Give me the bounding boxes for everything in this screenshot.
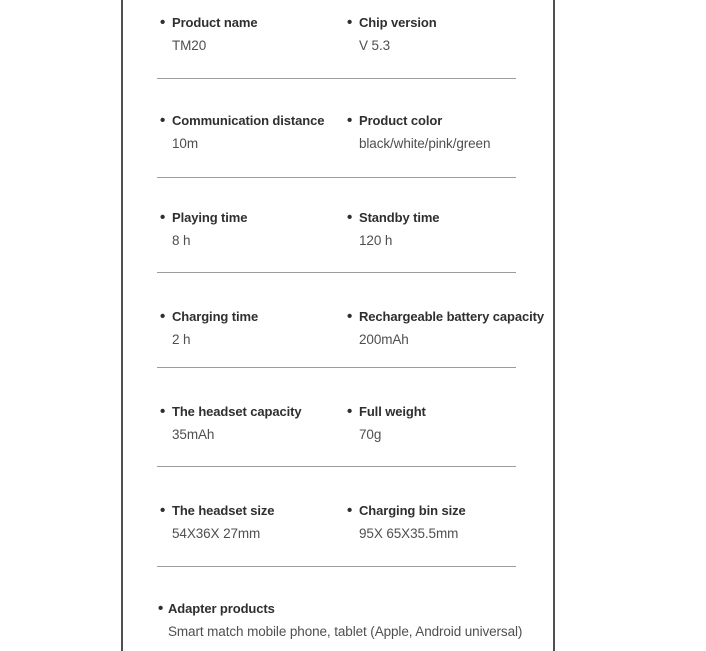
bullet-icon: • bbox=[347, 112, 353, 129]
spec-item-charging-bin-size bbox=[347, 501, 466, 544]
spec-label-product-color: Product color bbox=[359, 113, 443, 128]
bullet-icon: • bbox=[347, 502, 353, 519]
spec-item-product-color bbox=[347, 111, 490, 154]
spec-item-communication-distance bbox=[160, 111, 324, 154]
spec-value-headset-size: 54X36X 27mm bbox=[172, 526, 261, 541]
bullet-icon: • bbox=[160, 112, 166, 129]
bullet-icon: • bbox=[160, 14, 166, 31]
bullet-icon: • bbox=[160, 308, 166, 325]
spec-value-playing-time: 8 h bbox=[172, 233, 191, 248]
spec-row-headsetsize-binsize bbox=[0, 501, 706, 561]
spec-item-playing-time bbox=[160, 208, 247, 251]
spec-item-standby-time bbox=[347, 208, 439, 251]
spec-row-adapter-products bbox=[0, 599, 706, 651]
bullet-icon: • bbox=[158, 600, 164, 617]
row-divider bbox=[157, 272, 516, 273]
spec-label-standby-time: Standby time bbox=[359, 210, 440, 225]
bullet-icon: • bbox=[160, 502, 166, 519]
spec-item-headset-size bbox=[160, 501, 274, 544]
row-divider bbox=[157, 566, 516, 567]
row-divider bbox=[157, 367, 516, 368]
spec-label-battery-capacity: Rechargeable battery capacity bbox=[359, 309, 544, 324]
spec-row-playing-standby bbox=[0, 208, 706, 268]
spec-label-headset-size: The headset size bbox=[172, 503, 275, 518]
spec-row-charging-battery bbox=[0, 307, 706, 367]
spec-value-charging-bin-size: 95X 65X35.5mm bbox=[359, 526, 459, 541]
spec-value-charging-time: 2 h bbox=[172, 332, 191, 347]
spec-item-battery-capacity bbox=[347, 307, 544, 350]
spec-label-charging-time: Charging time bbox=[172, 309, 259, 324]
spec-row-headsetcapacity-weight bbox=[0, 402, 706, 462]
spec-label-communication-distance: Communication distance bbox=[172, 113, 325, 128]
spec-item-full-weight bbox=[347, 402, 426, 445]
spec-value-full-weight: 70g bbox=[359, 427, 382, 442]
spec-value-adapter-products: Smart match mobile phone, tablet (Apple, Android universal) bbox=[168, 624, 523, 639]
bullet-icon: • bbox=[347, 308, 353, 325]
spec-row-product-chip bbox=[0, 13, 706, 73]
row-divider bbox=[157, 78, 516, 79]
spec-value-communication-distance: 10m bbox=[172, 136, 198, 151]
bullet-icon: • bbox=[347, 209, 353, 226]
spec-label-product-name: Product name bbox=[172, 15, 258, 30]
spec-item-headset-capacity bbox=[160, 402, 302, 445]
spec-label-full-weight: Full weight bbox=[359, 404, 426, 419]
spec-item-chip-version bbox=[347, 13, 437, 56]
spec-row-distance-color bbox=[0, 111, 706, 171]
bullet-icon: • bbox=[160, 209, 166, 226]
spec-value-product-name: TM20 bbox=[172, 38, 207, 53]
spec-value-headset-capacity: 35mAh bbox=[172, 427, 215, 442]
spec-item-charging-time bbox=[160, 307, 258, 350]
spec-value-standby-time: 120 h bbox=[359, 233, 393, 248]
spec-item-adapter-products bbox=[158, 599, 522, 642]
row-divider bbox=[157, 466, 516, 467]
spec-label-chip-version: Chip version bbox=[359, 15, 437, 30]
bullet-icon: • bbox=[347, 403, 353, 420]
spec-item-product-name bbox=[160, 13, 257, 56]
spec-label-adapter-products: Adapter products bbox=[168, 601, 275, 616]
spec-value-battery-capacity: 200mAh bbox=[359, 332, 409, 347]
spec-label-headset-capacity: The headset capacity bbox=[172, 404, 302, 419]
bullet-icon: • bbox=[347, 14, 353, 31]
bullet-icon: • bbox=[160, 403, 166, 420]
row-divider bbox=[157, 177, 516, 178]
spec-value-chip-version: V 5.3 bbox=[359, 38, 391, 53]
spec-label-charging-bin-size: Charging bin size bbox=[359, 503, 466, 518]
spec-value-product-color: black/white/pink/green bbox=[359, 136, 491, 151]
spec-label-playing-time: Playing time bbox=[172, 210, 248, 225]
